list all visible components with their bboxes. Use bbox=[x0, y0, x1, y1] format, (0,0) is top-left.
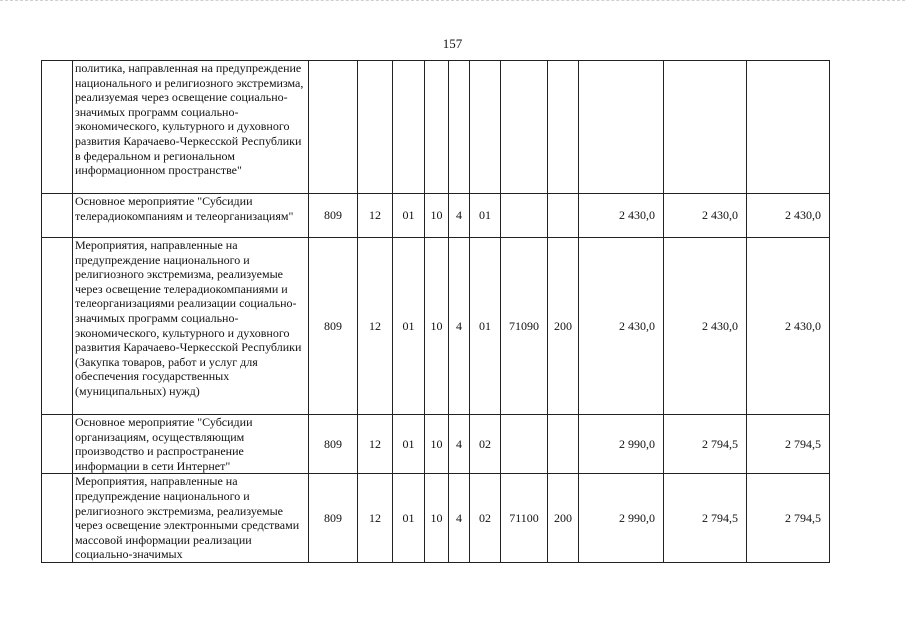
table-row bbox=[42, 415, 830, 474]
measure-code: 02 bbox=[470, 474, 501, 563]
measure-code: 01 bbox=[470, 238, 501, 415]
program-code: 10 bbox=[425, 238, 449, 415]
sum-year-3 bbox=[747, 61, 830, 194]
sum-year-2 bbox=[664, 61, 747, 194]
subprogram-code: 4 bbox=[449, 194, 470, 238]
program-code: 10 bbox=[425, 194, 449, 238]
subsection-code: 01 bbox=[393, 238, 425, 415]
row-marker-cell bbox=[42, 474, 73, 563]
sum-year-3: 2 430,0 bbox=[747, 238, 830, 415]
direction-code bbox=[501, 194, 548, 238]
measure-code bbox=[470, 61, 501, 194]
row-name: Основное мероприятие "Субсидии организациям, осуществляющим производство и распространение информации в сети Интернет" bbox=[73, 415, 309, 474]
subprogram-code bbox=[449, 61, 470, 194]
expense-type-code bbox=[548, 415, 579, 474]
section-code bbox=[358, 61, 393, 194]
expense-type-code: 200 bbox=[548, 238, 579, 415]
section-code: 12 bbox=[358, 194, 393, 238]
ministry-code: 809 bbox=[309, 415, 358, 474]
subsection-code: 01 bbox=[393, 194, 425, 238]
direction-code bbox=[501, 61, 548, 194]
program-code bbox=[425, 61, 449, 194]
sum-year-1: 2 430,0 bbox=[579, 238, 664, 415]
table-row bbox=[42, 194, 830, 238]
ministry-code: 809 bbox=[309, 474, 358, 563]
sum-year-2: 2 794,5 bbox=[664, 474, 747, 563]
subprogram-code: 4 bbox=[449, 238, 470, 415]
row-marker-cell bbox=[42, 194, 73, 238]
subsection-code: 01 bbox=[393, 474, 425, 563]
measure-code: 01 bbox=[470, 194, 501, 238]
row-name: политика, направленная на предупреждение национального и религиозного экстремизма, реализуемая через освещение социально-значимых программ социально-экономического, культурного и духовного развития Карачаево-Черкесской Республики в федеральном и региональном информационном пространстве" bbox=[73, 61, 309, 194]
subprogram-code: 4 bbox=[449, 415, 470, 474]
subsection-code: 01 bbox=[393, 415, 425, 474]
scan-edge bbox=[0, 0, 905, 3]
section-code: 12 bbox=[358, 474, 393, 563]
measure-code: 02 bbox=[470, 415, 501, 474]
row-name: Основное мероприятие "Субсидии телерадиокомпаниям и телеорганизациям" bbox=[73, 194, 309, 238]
row-marker-cell bbox=[42, 61, 73, 194]
direction-code: 71100 bbox=[501, 474, 548, 563]
row-marker-cell bbox=[42, 415, 73, 474]
program-code: 10 bbox=[425, 474, 449, 563]
table-row bbox=[42, 61, 830, 194]
table-row bbox=[42, 474, 830, 563]
subprogram-code: 4 bbox=[449, 474, 470, 563]
section-code: 12 bbox=[358, 238, 393, 415]
row-name: Мероприятия, направленные на предупреждение национального и религиозного экстремизма, реализуемые через освещение электронными средствами массовой информации реализации социально-значимых bbox=[73, 474, 309, 563]
table-row bbox=[42, 238, 830, 415]
sum-year-1: 2 430,0 bbox=[579, 194, 664, 238]
sum-year-2: 2 430,0 bbox=[664, 194, 747, 238]
ministry-code bbox=[309, 61, 358, 194]
program-code: 10 bbox=[425, 415, 449, 474]
sum-year-3: 2 794,5 bbox=[747, 474, 830, 563]
sum-year-3: 2 794,5 bbox=[747, 415, 830, 474]
expense-type-code bbox=[548, 61, 579, 194]
row-name: Мероприятия, направленные на предупреждение национального и религиозного экстремизма, реализуемые через освещение телерадиокомпаниями и телеорганизациями реализации социально-значимых программ социально-экономического, культурного и духовного развития Карачаево-Черкесской Республики (Закупка товаров, работ и услуг для обеспечения государственных (муниципальных) нужд) bbox=[73, 238, 309, 415]
page-number: 157 bbox=[442, 36, 463, 51]
section-code: 12 bbox=[358, 415, 393, 474]
ministry-code: 809 bbox=[309, 238, 358, 415]
budget-table bbox=[41, 60, 830, 563]
expense-type-code: 200 bbox=[548, 474, 579, 563]
sum-year-3: 2 430,0 bbox=[747, 194, 830, 238]
direction-code bbox=[501, 415, 548, 474]
row-marker-cell bbox=[42, 238, 73, 415]
subsection-code bbox=[393, 61, 425, 194]
direction-code: 71090 bbox=[501, 238, 548, 415]
ministry-code: 809 bbox=[309, 194, 358, 238]
sum-year-2: 2 430,0 bbox=[664, 238, 747, 415]
sum-year-2: 2 794,5 bbox=[664, 415, 747, 474]
sum-year-1: 2 990,0 bbox=[579, 474, 664, 563]
expense-type-code bbox=[548, 194, 579, 238]
sum-year-1 bbox=[579, 61, 664, 194]
sum-year-1: 2 990,0 bbox=[579, 415, 664, 474]
